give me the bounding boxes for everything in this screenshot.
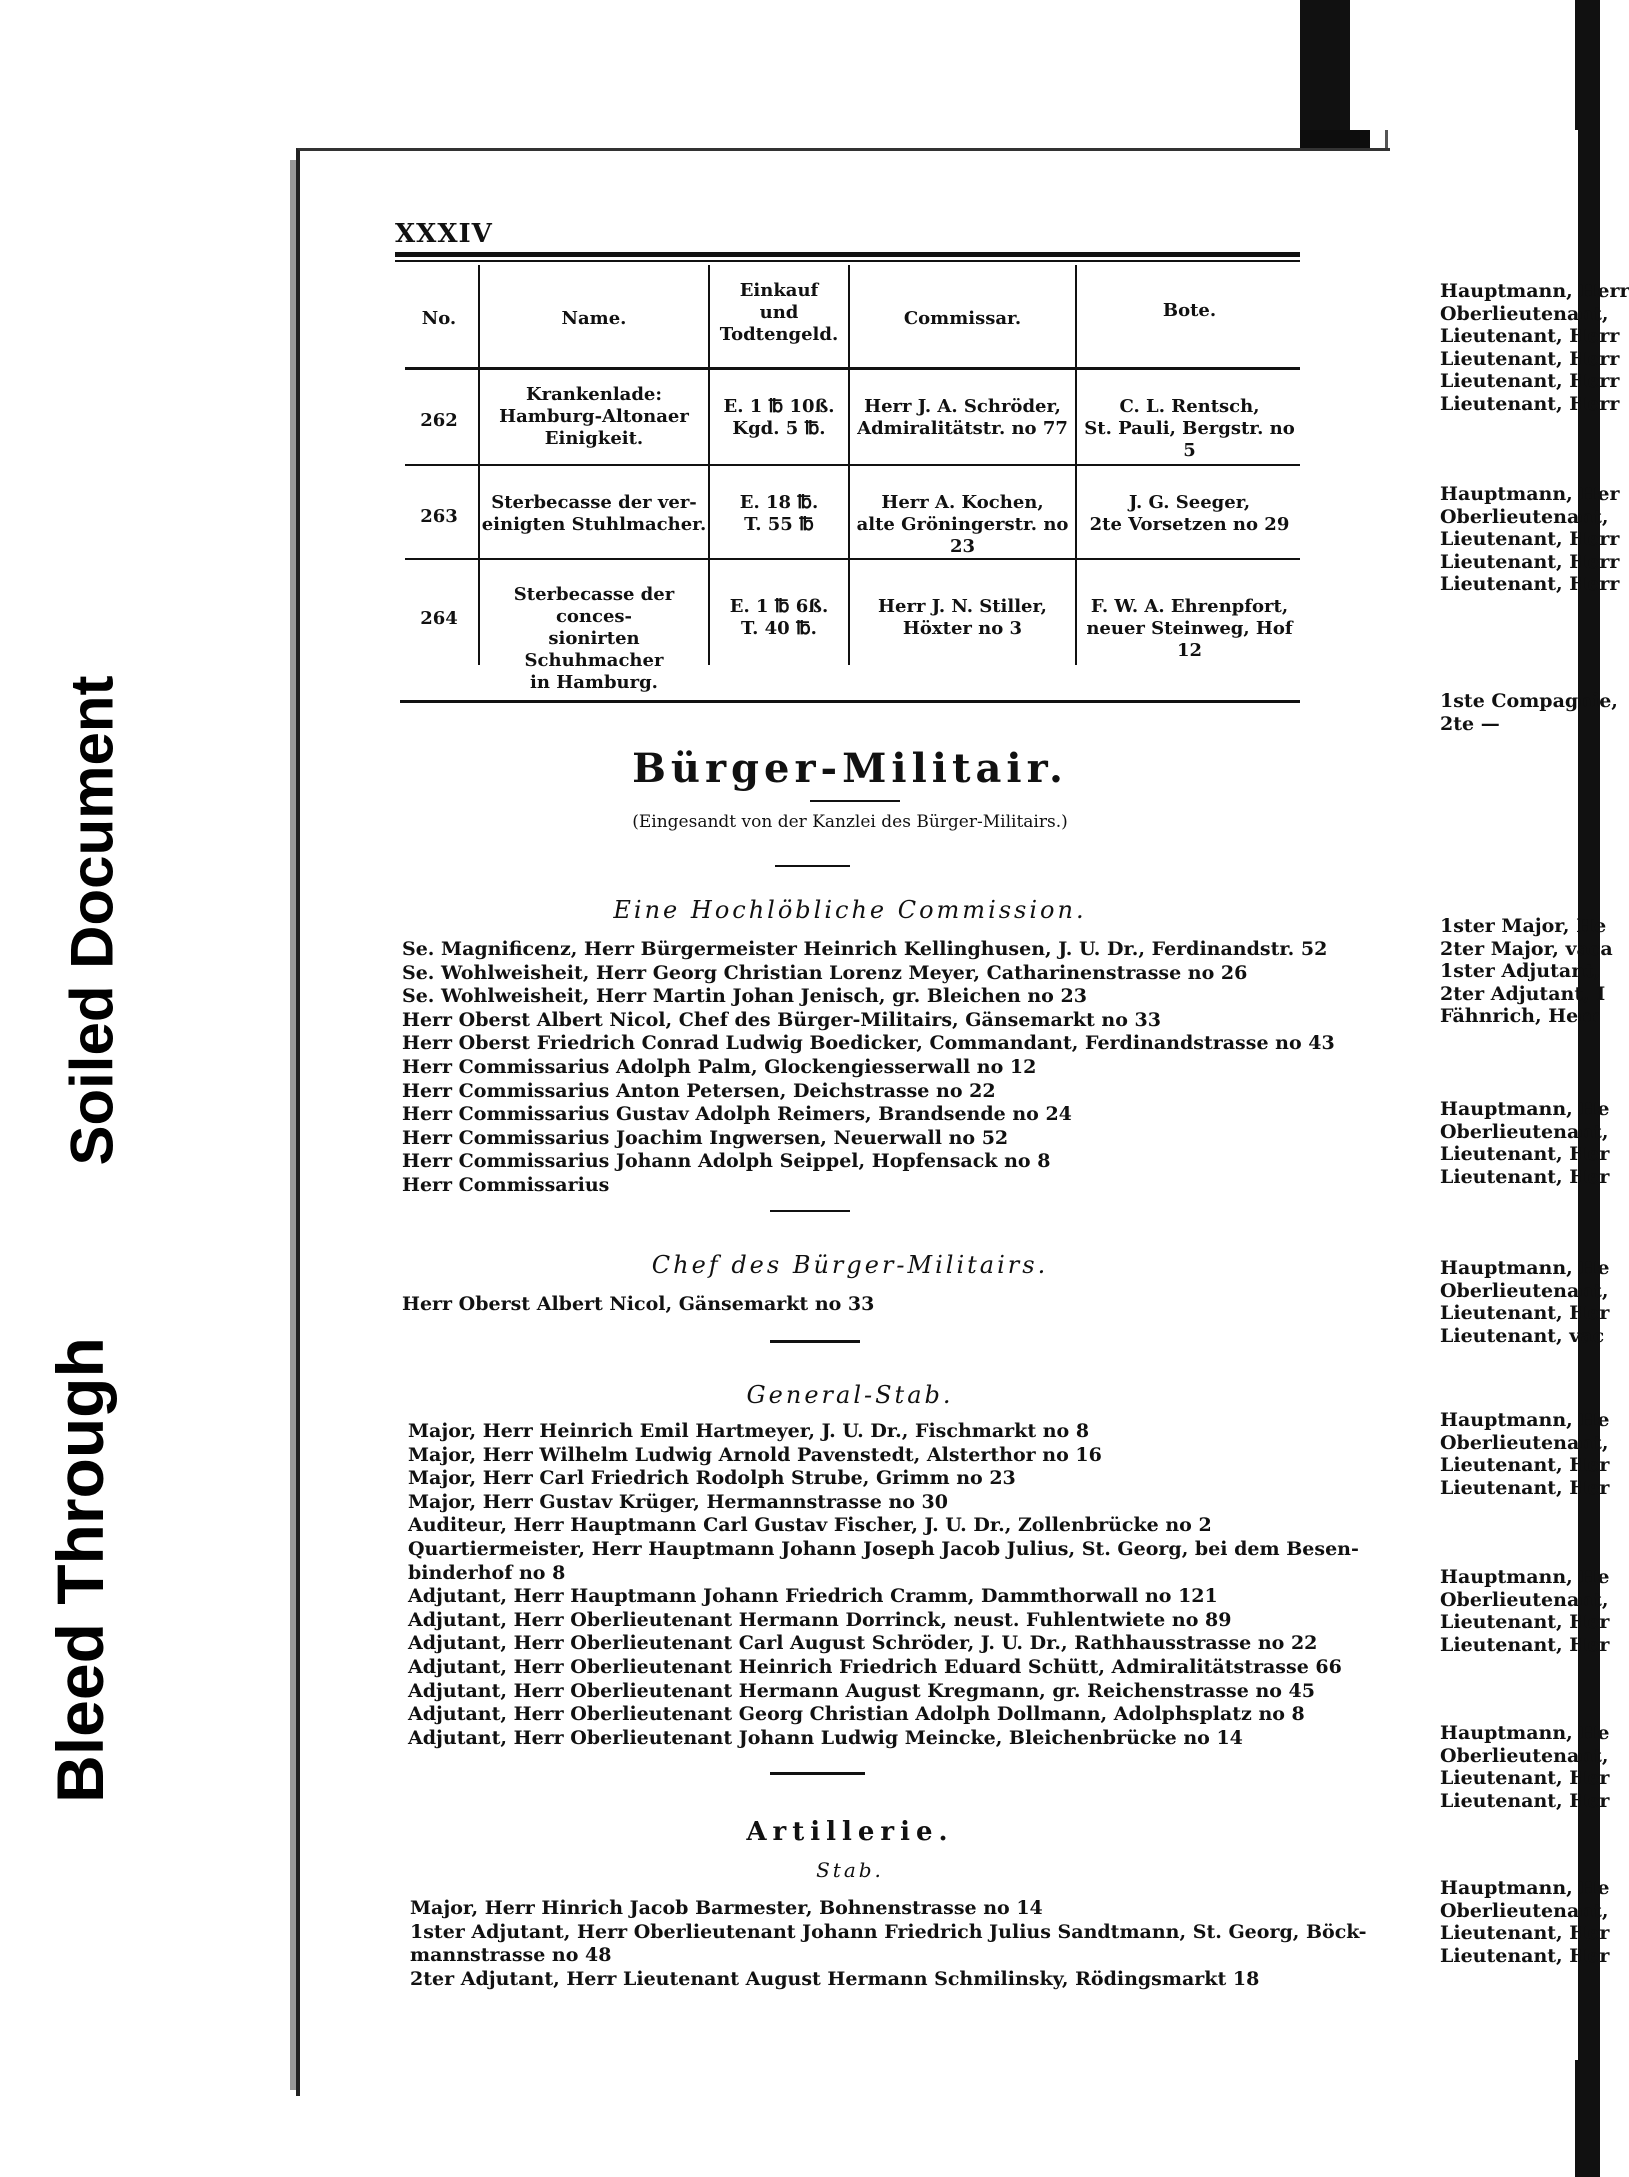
list-line: mannstrasse no 48 — [410, 1944, 612, 1967]
commission-heading: Eine Hochlöbliche Commission. — [613, 896, 1087, 924]
artillerie-subheading: Stab. — [816, 1858, 884, 1882]
name-line: sionirten Schuhmacher — [524, 628, 664, 671]
header-rule — [405, 367, 1300, 370]
soiled-document-text: Soiled Document — [58, 674, 126, 1166]
einkauf-line: E. 1 ℔ 10ß. — [723, 396, 835, 417]
facing-page-line: Hauptmann, Her — [1440, 483, 1620, 505]
list-line: Major, Herr Carl Friedrich Rodolph Strube, Grimm no 23 — [408, 1467, 1016, 1490]
commissar-line: Herr A. Kochen, — [881, 492, 1044, 513]
facing-page-line: Lieutenant, Herr — [1440, 528, 1620, 550]
facing-page-line: 2te — — [1440, 712, 1500, 735]
section-subtitle: (Eingesandt von der Kanzlei des Bürger-Militairs.) — [632, 812, 1068, 832]
facing-page-line: Oberlieutenant, — [1440, 1431, 1609, 1454]
facing-page-line: Lieutenant, Her — [1440, 1922, 1610, 1944]
list-line: Adjutant, Herr Oberlieutenant Hermann Dorrinck, neust. Fuhlentwiete no 89 — [408, 1608, 1232, 1631]
list-line: Se. Magnificenz, Herr Bürgermeister Heinrich Kellinghusen, J. U. Dr., Ferdinandstr. 52 — [402, 938, 1328, 960]
row-264-no: 264 — [420, 608, 458, 629]
name-line: in Hamburg. — [530, 672, 658, 693]
facing-page-line: Lieutenant, Her — [1440, 1611, 1610, 1633]
facing-page-line: Lieutenant, Her — [1440, 1143, 1610, 1165]
facing-page-line: Lieutenant, vac — [1440, 1324, 1605, 1347]
list-line: Adjutant, Herr Oberlieutenant Johann Ludwig Meincke, Bleichenbrücke no 14 — [408, 1726, 1243, 1749]
row-263-einkauf — [710, 492, 848, 536]
facing-page-line: Lieutenant, Her — [1440, 1633, 1610, 1656]
header-einkauf — [710, 280, 848, 346]
artillerie-heading: Artillerie. — [746, 1817, 954, 1847]
list-line: Major, Herr Hinrich Jacob Barmester, Bohnenstrasse no 14 — [410, 1897, 1043, 1919]
facing-page-line: Lieutenant, Her — [1440, 1789, 1610, 1812]
top-rule-thin — [395, 260, 1300, 262]
bote-line: St. Pauli, Bergstr. no 5 — [1084, 418, 1295, 461]
section-title: Bürger-Militair. — [632, 745, 1068, 792]
name-line: Sterbecasse der ver- — [491, 492, 697, 513]
facing-page-line: Lieutenant, Her — [1440, 1944, 1610, 1967]
header-commissar: Commissar. — [903, 308, 1022, 329]
row-rule — [405, 464, 1300, 466]
list-line: Herr Commissarius Gustav Adolph Reimers, Brandsende no 24 — [402, 1103, 1072, 1126]
facing-page-line: Oberlieutenant, — [1440, 1899, 1609, 1922]
header-einkauf-line: Einkauf — [739, 280, 819, 301]
header-bote: Bote. — [1162, 300, 1217, 321]
facing-page-line: 2ter Adjutant, I — [1440, 982, 1606, 1005]
header-einkauf-line: und — [759, 302, 799, 323]
facing-page-line: Oberlieutenant, — [1440, 302, 1609, 325]
row-264-einkauf — [710, 596, 848, 640]
binding-strip — [1300, 0, 1350, 150]
facing-page-line: Lieutenant, Her — [1440, 1454, 1610, 1476]
list-line: Auditeur, Herr Hauptmann Carl Gustav Fischer, J. U. Dr., Zollenbrücke no 2 — [408, 1514, 1212, 1537]
facing-page-line: Hauptmann, He — [1440, 1566, 1610, 1588]
list-line: Major, Herr Gustav Krüger, Hermannstrasse no 30 — [408, 1490, 948, 1513]
commissar-line: Herr J. A. Schröder, — [864, 396, 1061, 417]
list-line: Herr Oberst Friedrich Conrad Ludwig Boedicker, Commandant, Ferdinandstrasse no 43 — [402, 1032, 1335, 1055]
facing-page-line: 1ste Compagnie, — [1440, 690, 1618, 712]
einkauf-line: E. 18 ℔. — [739, 492, 819, 513]
subtitle-rule — [775, 865, 850, 867]
list-line: Herr Oberst Albert Nicol, Chef des Bürger-Militairs, Gänsemarkt no 33 — [402, 1008, 1161, 1031]
facing-page-line: 2ter Major, vaca — [1440, 937, 1613, 960]
list-line: 2ter Adjutant, Herr Lieutenant August Hermann Schmilinsky, Rödingsmarkt 18 — [410, 1967, 1260, 1990]
commissar-line: Höxter no 3 — [902, 618, 1023, 639]
bote-line: 2te Vorsetzen no 29 — [1089, 514, 1290, 535]
facing-page-line: Lieutenant, Herr — [1440, 370, 1620, 392]
row-264-name — [480, 584, 708, 694]
facing-page-line: Hauptmann, He — [1440, 1877, 1610, 1899]
name-line: Sterbecasse der conces- — [513, 584, 675, 627]
list-line: Herr Commissarius Joachim Ingwersen, Neuerwall no 52 — [402, 1126, 1009, 1149]
list-line: Adjutant, Herr Oberlieutenant Hermann August Kregmann, gr. Reichenstrasse no 45 — [408, 1679, 1315, 1702]
name-line: Krankenlade: — [525, 384, 663, 405]
einkauf-line: E. 1 ℔ 6ß. — [729, 596, 829, 617]
facing-page-line: 1ster Major, He — [1440, 915, 1607, 937]
soiled-document-label — [44, 630, 140, 1210]
facing-page-line: Lieutenant, Herr — [1440, 347, 1620, 370]
list-line: Quartiermeister, Herr Hauptmann Johann Joseph Jacob Julius, St. Georg, bei dem Besen- — [408, 1538, 1359, 1560]
top-rule-thick — [395, 252, 1300, 257]
header-einkauf-line: Todtengeld. — [719, 324, 839, 345]
title-rule — [810, 800, 900, 802]
row-rule — [405, 558, 1300, 560]
row-262-no: 262 — [420, 410, 458, 431]
bleed-through-label — [20, 1270, 140, 1870]
facing-page-line: Fähnrich, Herr — [1440, 1005, 1599, 1027]
facing-page-line: Oberlieutenant, — [1440, 1744, 1609, 1767]
table-bottom-rule — [400, 700, 1300, 703]
list-line: Adjutant, Herr Hauptmann Johann Friedrich Cramm, Dammthorwall no 121 — [408, 1585, 1218, 1608]
header-no: No. — [421, 308, 457, 329]
facing-page-line: Lieutenant, Her — [1440, 1165, 1610, 1188]
row-262-commissar — [850, 396, 1075, 440]
facing-page-line: Hauptmann, He — [1440, 1409, 1610, 1431]
name-line: Hamburg-Altonaer — [499, 406, 689, 427]
list-line: Se. Wohlweisheit, Herr Martin Johan Jenisch, gr. Bleichen no 23 — [402, 985, 1087, 1008]
row-262-bote — [1077, 396, 1302, 462]
chef-line: Herr Oberst Albert Nicol, Gänsemarkt no 33 — [402, 1293, 875, 1315]
row-263-commissar — [850, 492, 1075, 558]
row-263-no: 263 — [420, 506, 458, 527]
facing-page-line: Oberlieutenant, — [1440, 505, 1609, 528]
facing-page-line: Hauptmann, Herr — [1440, 280, 1629, 302]
list-line: Major, Herr Wilhelm Ludwig Arnold Pavenstedt, Alsterthor no 16 — [408, 1443, 1102, 1466]
commissar-line: Admiralitätstr. no 77 — [857, 418, 1068, 439]
facing-page-line: Oberlieutenant, — [1440, 1120, 1609, 1143]
facing-page-line: Oberlieutenant, — [1440, 1588, 1609, 1611]
chef-heading: Chef des Bürger-Militairs. — [651, 1251, 1049, 1279]
list-line: Adjutant, Herr Oberlieutenant Carl August Schröder, J. U. Dr., Rathhausstrasse no 22 — [408, 1632, 1318, 1655]
name-line: einigten Stuhlmacher. — [481, 514, 707, 535]
facing-page-line: Lieutenant, Her — [1440, 1476, 1610, 1499]
row-262-name — [480, 384, 708, 450]
list-line: binderhof no 8 — [408, 1561, 566, 1584]
bote-line: C. L. Rentsch, — [1119, 396, 1260, 417]
bote-line: F. W. A. Ehrenpfort, — [1090, 596, 1289, 617]
row-264-bote — [1077, 596, 1302, 662]
page-number: XXXIV — [395, 219, 493, 249]
row-262-einkauf — [710, 396, 848, 440]
facing-page-line: 1ster Adjutant, — [1440, 960, 1601, 982]
header-name: Name. — [561, 308, 627, 329]
list-line: Herr Commissarius — [402, 1174, 610, 1196]
list-line: 1ster Adjutant, Herr Oberlieutenant Johann Friedrich Julius Sandtmann, St. Georg, Böck- — [410, 1920, 1367, 1943]
name-line: Einigkeit. — [544, 428, 644, 449]
facing-page-line: Hauptmann, He — [1440, 1722, 1610, 1744]
commissar-line: Herr J. N. Stiller, — [878, 596, 1047, 617]
facing-page-line: Lieutenant, Herr — [1440, 550, 1620, 573]
facing-page-line: Lieutenant, Herr — [1440, 325, 1620, 347]
row-263-name — [480, 492, 708, 536]
bote-line: neuer Steinweg, Hof 12 — [1086, 618, 1293, 661]
list-line: Herr Commissarius Adolph Palm, Glockengiesserwall no 12 — [402, 1056, 1037, 1078]
facing-page-line: Oberlieutenant, — [1440, 1279, 1609, 1302]
einkauf-line: T. 55 ℔ — [744, 514, 814, 535]
list-line: Herr Commissarius Anton Petersen, Deichstrasse no 22 — [402, 1079, 996, 1102]
commissar-line: alte Gröningerstr. no 23 — [856, 514, 1069, 557]
facing-page-line: Lieutenant, Her — [1440, 1767, 1610, 1789]
facing-page-line: Hauptmann, He — [1440, 1257, 1610, 1279]
list-line: Major, Herr Heinrich Emil Hartmeyer, J. U. Dr., Fischmarkt no 8 — [408, 1420, 1090, 1442]
bote-line: J. G. Seeger, — [1128, 492, 1251, 513]
einkauf-line: Kgd. 5 ℔. — [732, 418, 826, 439]
facing-page-line: Lieutenant, Herr — [1440, 392, 1620, 415]
facing-page-line: Hauptmann, He — [1440, 1098, 1610, 1120]
einkauf-line: T. 40 ℔. — [741, 618, 817, 639]
general-bottom-rule — [770, 1772, 865, 1775]
chef-bottom-rule — [770, 1340, 860, 1343]
chef-rule — [770, 1210, 850, 1212]
bleed-through-text: Bleed Through — [43, 1337, 117, 1803]
general-stab-heading: General-Stab. — [746, 1381, 954, 1409]
row-263-bote — [1077, 492, 1302, 536]
list-line: Adjutant, Herr Oberlieutenant Heinrich Friedrich Eduard Schütt, Admiralitätstrasse 66 — [408, 1656, 1342, 1678]
list-line: Se. Wohlweisheit, Herr Georg Christian Lorenz Meyer, Catharinenstrasse no 26 — [402, 961, 1248, 984]
list-line: Herr Commissarius Johann Adolph Seippel, Hopfensack no 8 — [402, 1150, 1051, 1173]
facing-page-line: Lieutenant, Herr — [1440, 573, 1620, 595]
list-line: Adjutant, Herr Oberlieutenant Georg Christian Adolph Dollmann, Adolphsplatz no 8 — [408, 1703, 1305, 1726]
facing-page-line: Lieutenant, Her — [1440, 1302, 1610, 1324]
row-264-commissar — [850, 596, 1075, 640]
